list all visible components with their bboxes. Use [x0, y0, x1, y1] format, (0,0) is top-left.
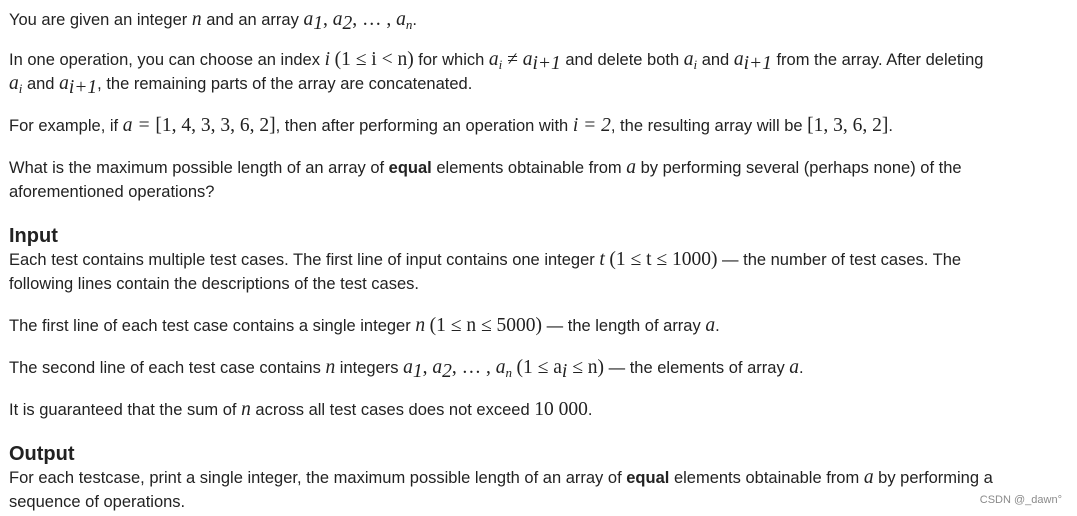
math-ai-plus-1: $a_{i+1}$: [733, 49, 772, 74]
math-n: n: [241, 399, 251, 420]
math-i: i: [324, 49, 330, 70]
input-heading: Input: [9, 225, 58, 247]
math-index-condition: (1 ≤ i < n): [334, 49, 414, 70]
statement-paragraph-1: You are given an integer n and an array $a_1$, $a_2$, … , $a_n$.: [9, 9, 417, 34]
math-a: a: [705, 315, 716, 336]
output-heading: Output: [9, 443, 75, 465]
math-ai: $a_i$: [488, 49, 503, 72]
math-i-equals: i = 2: [572, 115, 611, 136]
statement-paragraph-2: In one operation, you can choose an index i (1 ≤ i < n) for which $a_i \ne a_{i+1}$ and delete both $a_i$ and $a_{i+1}$ from the array. After deleting $a_i$ and $a_{i+1}$, the remaining parts of the array are concatenated.: [9, 49, 984, 98]
math-result-array: [1, 3, 6, 2]: [807, 115, 889, 136]
math-dots: , … ,: [352, 9, 397, 30]
math-t-condition: (1 ≤ t ≤ 1000): [609, 249, 718, 270]
text: and an array: [201, 11, 304, 29]
math-ai-condition: $(1 \le a_i \le n)$: [516, 357, 605, 382]
math-a2: $a_2$: [432, 357, 452, 382]
math-a: a: [626, 157, 636, 178]
math-n-condition: (1 ≤ n ≤ 5000): [429, 315, 543, 336]
bold-equal: equal: [626, 469, 670, 487]
math-n: n: [191, 9, 202, 30]
math-t: t: [599, 249, 605, 270]
input-paragraph-4: It is guaranteed that the sum of n across all test cases does not exceed 10 000.: [9, 399, 593, 420]
math-a2: $a_2$: [332, 9, 353, 34]
math-ai: $a_i$: [9, 73, 23, 96]
math-n: n: [415, 315, 426, 336]
math-ai-plus-1: $a_{i+1}$: [59, 73, 98, 98]
statement-paragraph-3: For example, if a = [1, 4, 3, 3, 6, 2], then after performing an operation with i = 2, the resulting array will be [1, 3, 6, 2].: [9, 115, 893, 136]
text: You are given an integer: [9, 11, 192, 29]
watermark: CSDN @_dawn°: [979, 494, 1062, 506]
input-section: Input Each test contains multiple test cases. The first line of input contains one integer t (1 ≤ t ≤ 1000) — the number of test cases. The following lines contain the descriptions of the test cases.: [9, 224, 1071, 296]
math-an: $a_n$: [396, 9, 413, 32]
math-ai-plus-1: $a_{i+1}$: [522, 49, 561, 74]
math-sum-limit: 10 000: [534, 399, 588, 420]
math-an: $a_n$: [495, 357, 512, 380]
math-n: n: [325, 357, 336, 378]
math-ai: $a_i$: [683, 49, 698, 72]
math-a1: $a_1$: [403, 357, 423, 382]
bold-equal: equal: [388, 159, 432, 177]
math-example-array: [1, 4, 3, 3, 6, 2]: [155, 115, 276, 136]
output-section: Output For each testcase, print a single integer, the maximum possible length of an array of equal elements obtainable from a by performing a sequence of operations.: [9, 442, 1071, 514]
input-paragraph-2: The first line of each test case contains a single integer n (1 ≤ n ≤ 5000) — the length of array a.: [9, 315, 720, 336]
math-a: a: [863, 467, 874, 488]
statement-paragraph-4: What is the maximum possible length of an array of equal elements obtainable from a by performing several (perhaps none) of the aforementioned operations?: [9, 157, 962, 201]
math-a-equals: a =: [122, 115, 156, 136]
math-a1: $a_1$: [303, 9, 323, 34]
input-paragraph-3: The second line of each test case contains n integers $a_1$, $a_2$, … , $a_n$ $(1 \le a_i \le n)$ — the elements of array a.: [9, 357, 804, 382]
math-a: a: [789, 357, 800, 378]
